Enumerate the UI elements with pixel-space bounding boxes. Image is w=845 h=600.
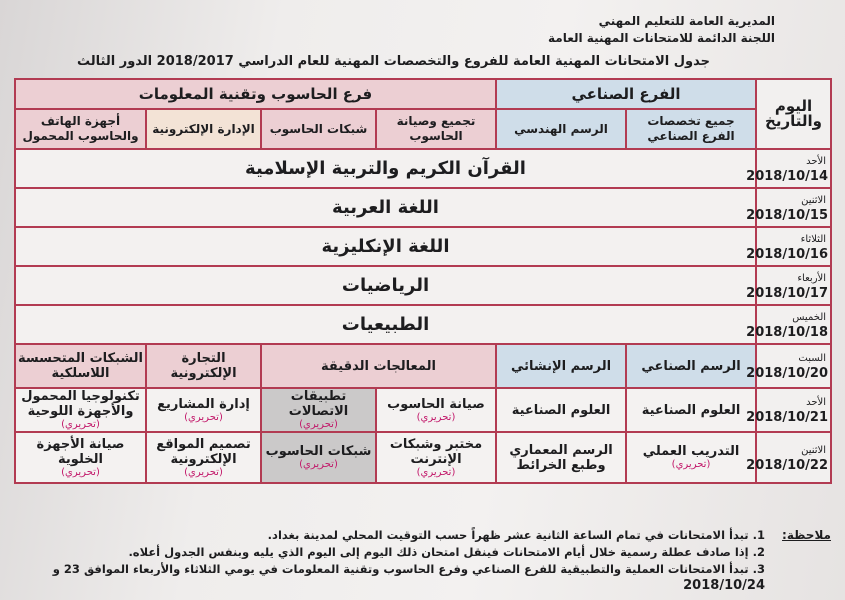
date-cell bbox=[746, 266, 831, 305]
spec-computer-networks: شبكات الحاسوب bbox=[261, 109, 376, 149]
table-row bbox=[15, 188, 831, 227]
exam-industrial-drawing: الرسم الصناعي bbox=[626, 344, 756, 388]
date-value: 2018/10/17 bbox=[746, 285, 829, 301]
date-cell bbox=[746, 188, 831, 227]
subject-name: التدريب العملي bbox=[642, 444, 740, 459]
specialization-header-row bbox=[15, 109, 831, 149]
written-tag: (تحريري) bbox=[184, 466, 223, 478]
written-tag: (تحريري) bbox=[299, 419, 338, 430]
date-cell bbox=[746, 149, 831, 188]
date-value: 2018/10/14 bbox=[746, 168, 829, 184]
exam-project-management bbox=[146, 388, 261, 432]
exam-e-commerce: التجارة الإلكترونية bbox=[146, 344, 261, 388]
notes-label: ملاحظة: bbox=[782, 528, 831, 542]
date-cell bbox=[746, 344, 831, 388]
exam-computer-networks bbox=[261, 432, 376, 483]
branch-header-row bbox=[15, 79, 831, 109]
day-name: الأحد bbox=[806, 397, 827, 408]
written-tag: (تحريري) bbox=[299, 459, 338, 470]
day-name: الاثنين bbox=[801, 194, 827, 206]
exam-web-design bbox=[146, 432, 261, 483]
common-subject: الرياضيات bbox=[15, 266, 756, 305]
common-subject: القرآن الكريم والتربية الإسلامية bbox=[15, 149, 756, 188]
exam-cellular-maintenance bbox=[15, 432, 146, 483]
subject-name: صيانة الحاسوب bbox=[387, 396, 485, 412]
subject-name: شبكات الحاسوب bbox=[265, 444, 372, 459]
day-name: الخميس bbox=[792, 311, 827, 323]
subject-name: إدارة المشاريع bbox=[157, 396, 250, 412]
common-subject: اللغة العربية bbox=[15, 188, 756, 227]
written-tag: (تحريري) bbox=[184, 411, 223, 423]
exam-structural-drawing: الرسم الإنشائي bbox=[496, 344, 626, 388]
exam-microprocessors: المعالجات الدقيقة bbox=[261, 344, 496, 388]
committee-header: اللجنة الدائمة للامتحانات المهنية العامة bbox=[548, 31, 775, 45]
day-name: الثلاثاء bbox=[800, 233, 827, 245]
exam-communication-apps bbox=[261, 388, 376, 432]
note-2: 2. إذا صادف عطلة رسمية خلال أيام الامتحانات فينقل امتحان ذلك اليوم إلى اليوم الذي يليه وبنفس الجدول أعلاه. bbox=[128, 545, 765, 559]
written-tag: (تحريري) bbox=[671, 459, 711, 470]
exam-schedule-table bbox=[14, 78, 832, 484]
table-row bbox=[15, 305, 831, 344]
date-value: 2018/10/18 bbox=[746, 324, 829, 340]
exam-industrial-sciences-drawing: العلوم الصناعية bbox=[496, 388, 626, 432]
date-cell bbox=[746, 388, 831, 432]
exam-architectural-drawing: الرسم المعماري وطبع الخرائط bbox=[496, 432, 626, 483]
written-tag: (تحريري) bbox=[61, 466, 100, 478]
spec-computer-maintenance: تجميع وصيانة الحاسوب bbox=[376, 109, 496, 149]
written-tag: (تحريري) bbox=[416, 466, 456, 478]
day-name: الأحد bbox=[806, 155, 827, 167]
common-subject: اللغة الإنكليزية bbox=[15, 227, 756, 266]
written-tag: (تحريري) bbox=[416, 411, 456, 423]
date-value: 2018/10/22 bbox=[746, 457, 829, 473]
day-name: الأربعاء bbox=[797, 272, 827, 284]
date-cell bbox=[746, 305, 831, 344]
exam-wireless-sensor-networks: الشبكات المتحسسة اللاسلكية bbox=[15, 344, 146, 388]
day-date-header: اليوم والتاريخ bbox=[756, 79, 831, 149]
exam-practical-training bbox=[626, 432, 756, 483]
table-row-saturday bbox=[15, 344, 831, 388]
note-3: 3. تبدأ الامتحانات العملية والتطبيقية للفرع الصناعي وفرع الحاسوب وتقنية المعلومات في يومي الثلاثاء والأربعاء الموافق 23 و bbox=[52, 562, 765, 576]
spec-all-industrial: جميع تخصصات الفرع الصناعي bbox=[626, 109, 756, 149]
note-1: 1. تبدأ الامتحانات في تمام الساعة الثانية عشر ظهراً حسب التوقيت المحلي لمدينة بغداد. bbox=[267, 528, 765, 542]
common-subject: الطبيعيات bbox=[15, 305, 756, 344]
date-value: 2018/10/15 bbox=[746, 207, 829, 223]
subject-name: مختبر وشبكات الإنترنت bbox=[389, 436, 483, 467]
day-name: الاثنين bbox=[801, 444, 827, 456]
table-row bbox=[15, 227, 831, 266]
spec-engineering-drawing: الرسم الهندسي bbox=[496, 109, 626, 149]
exam-mobile-tablet-tech bbox=[15, 388, 146, 432]
spec-e-administration: الإدارة الإلكترونية bbox=[146, 109, 261, 149]
day-name: السبت bbox=[798, 353, 827, 364]
industrial-branch-header: الفرع الصناعي bbox=[496, 79, 756, 109]
exam-industrial-sciences: العلوم الصناعية bbox=[626, 388, 756, 432]
table-row-sunday bbox=[15, 388, 831, 432]
table-row-monday bbox=[15, 432, 831, 483]
date-cell bbox=[746, 227, 831, 266]
date-cell bbox=[746, 432, 831, 483]
table-row bbox=[15, 266, 831, 305]
ministry-header: المديرية العامة للتعليم المهني bbox=[598, 14, 775, 28]
spec-phone-laptop-devices: أجهزة الهاتف والحاسوب المحمول bbox=[15, 109, 146, 149]
table-row bbox=[15, 149, 831, 188]
exam-internet-lab bbox=[376, 432, 496, 483]
date-value: 2018/10/21 bbox=[746, 410, 829, 425]
subject-name: تصميم المواقع الإلكترونية bbox=[156, 436, 251, 467]
subject-name: صيانة الأجهزة الخلوية bbox=[36, 436, 125, 467]
note-3-date: 2018/10/24 bbox=[683, 578, 765, 593]
subject-name: تطبيقات الاتصالات bbox=[288, 389, 349, 419]
computer-branch-header: فرع الحاسوب وتقنية المعلومات bbox=[15, 79, 496, 109]
document-title: جدول الامتحانات المهنية العامة للفروع والتخصصات المهنية للعام الدراسي 2018/2017 الدور الثالث bbox=[77, 54, 710, 69]
date-value: 2018/10/16 bbox=[746, 246, 829, 262]
exam-computer-maintenance bbox=[376, 388, 496, 432]
subject-name: تكنولوجيا المحمول والأجهزة اللوحية bbox=[21, 389, 140, 419]
written-tag: (تحريري) bbox=[61, 419, 100, 430]
date-value: 2018/10/20 bbox=[746, 366, 829, 381]
